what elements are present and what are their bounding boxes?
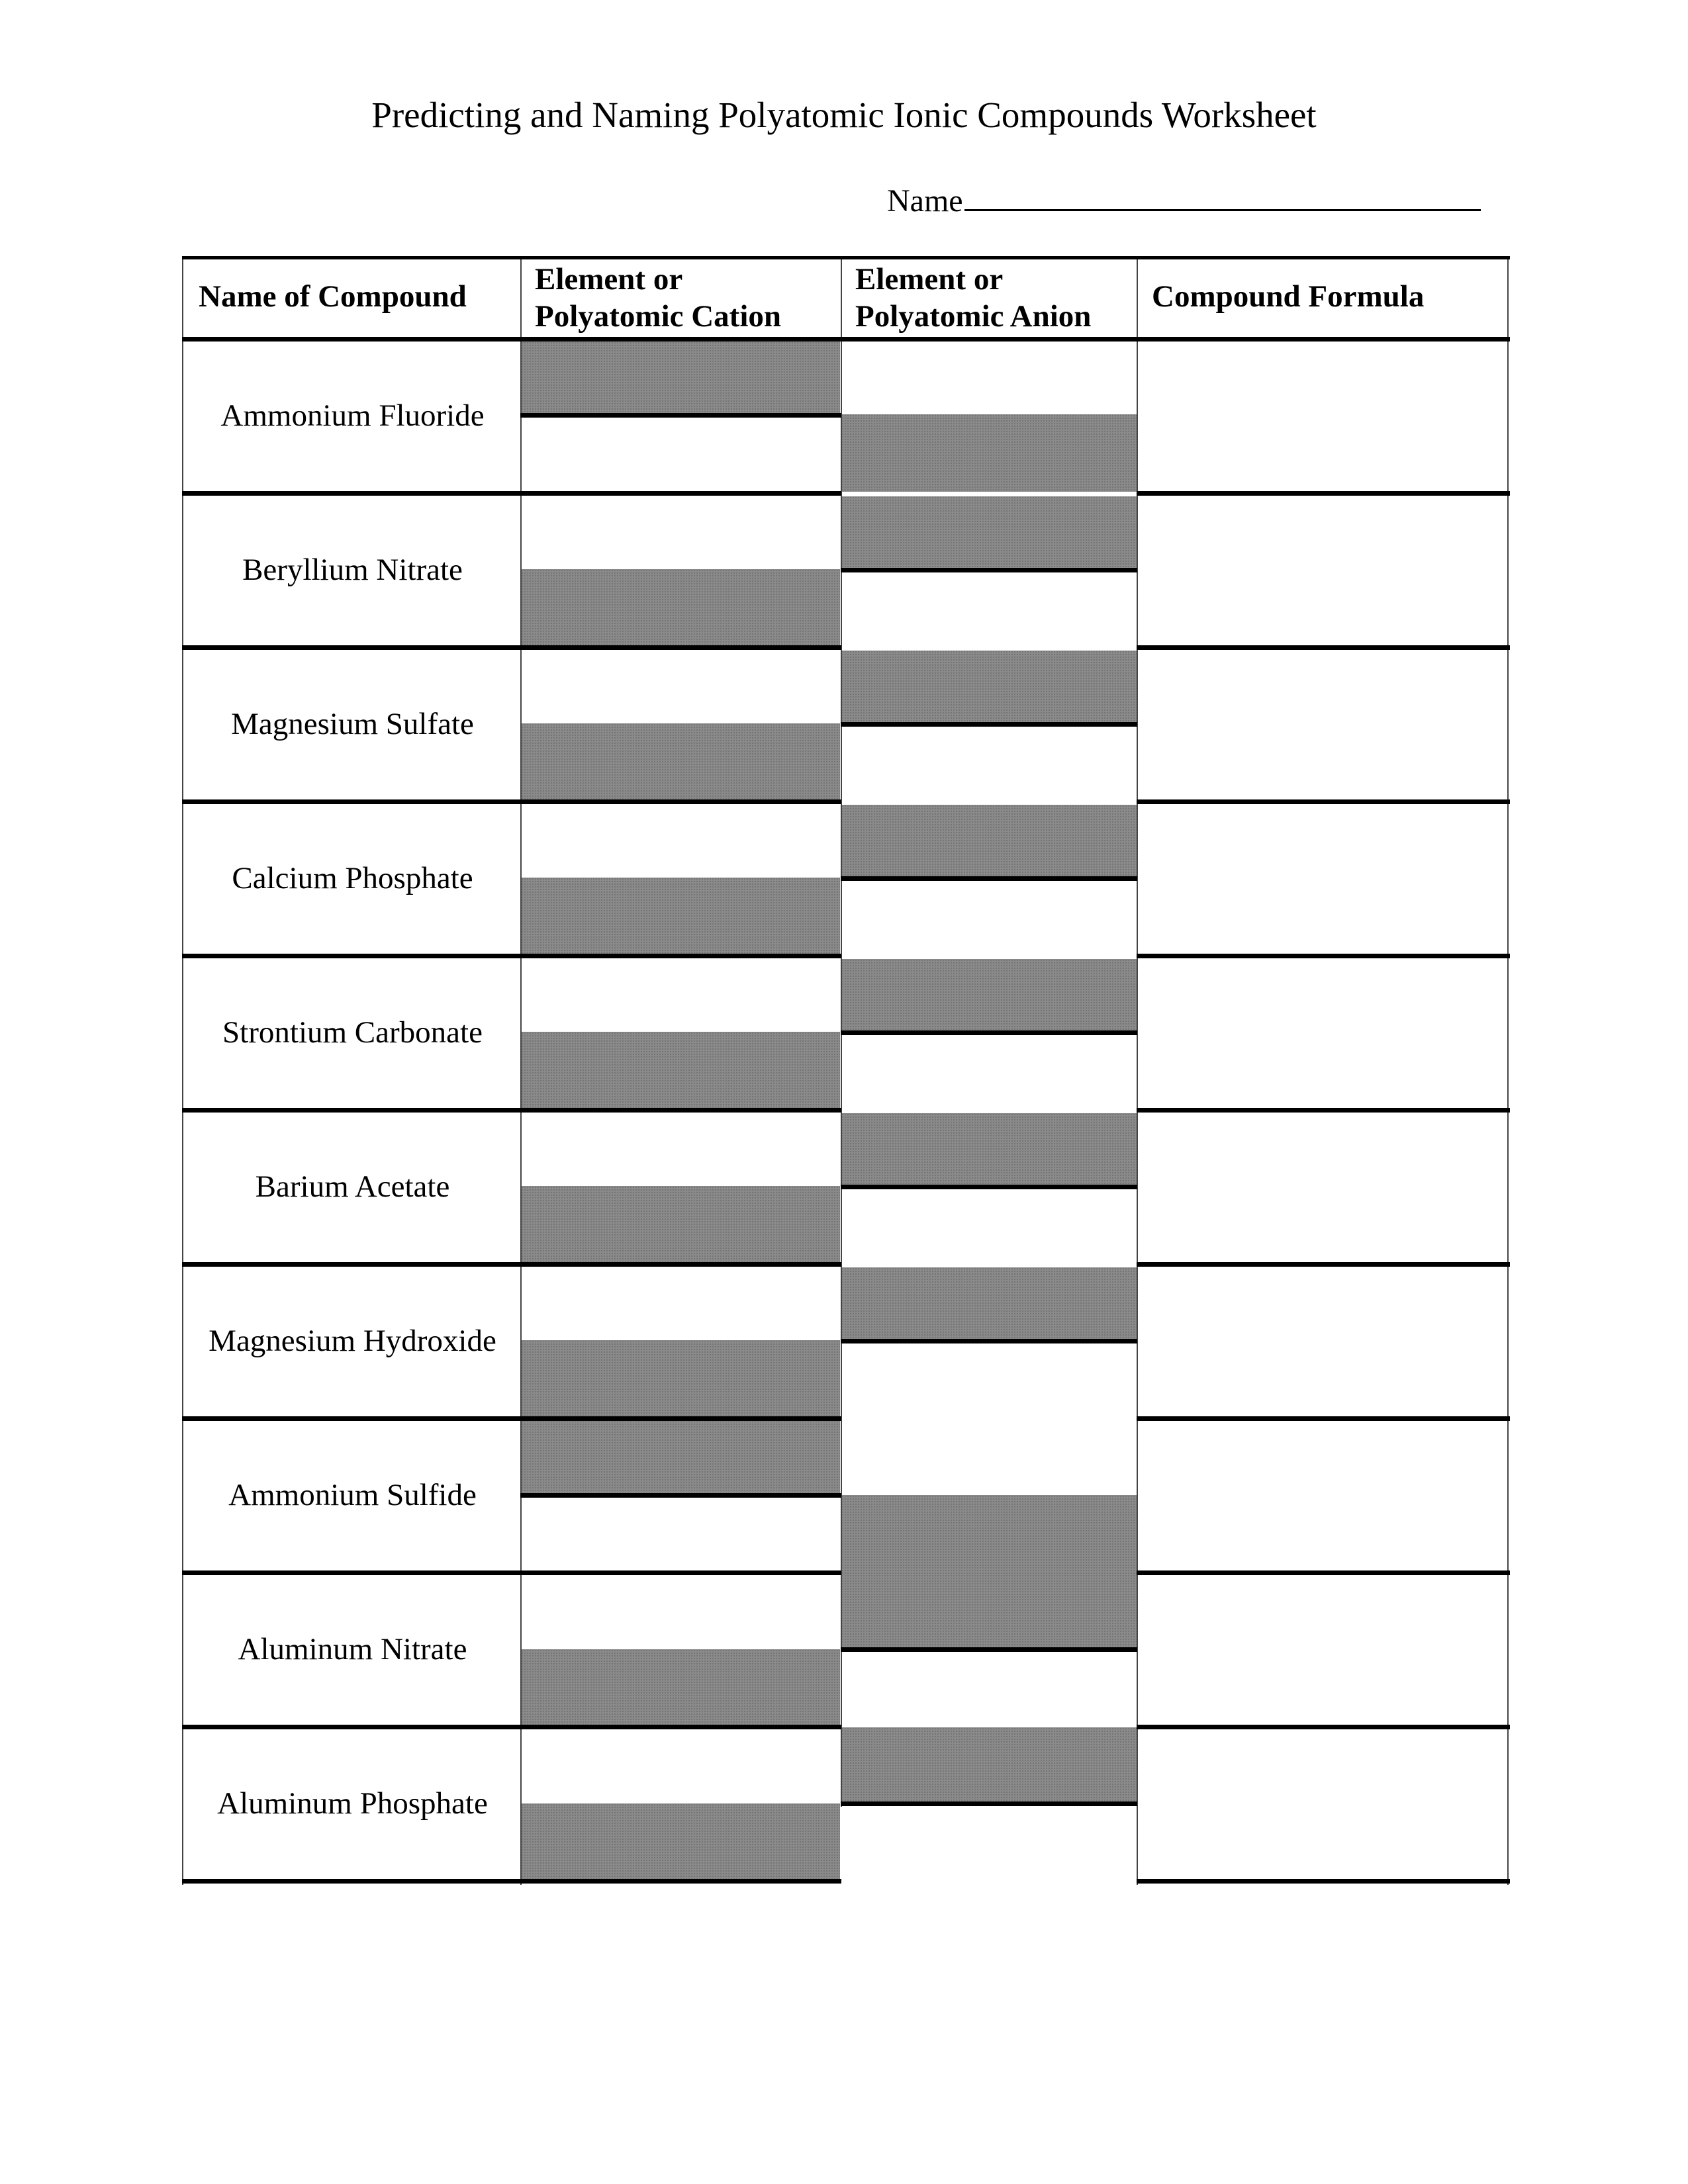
cation-line: [520, 1416, 841, 1421]
anion-line: [841, 1339, 1137, 1343]
header-name-of-compound: Name of Compound: [199, 279, 467, 314]
row-line-formula: [1137, 1416, 1510, 1421]
row-line-formula: [1137, 1879, 1510, 1884]
header-anion: [855, 261, 1091, 335]
cation-shade-9: [521, 1649, 840, 1726]
anion-line: [841, 1801, 1137, 1806]
row-line-name: [182, 1108, 520, 1113]
row-line-name: [182, 1262, 520, 1267]
cation-line: [520, 1493, 841, 1498]
cation-shade-6: [521, 1186, 840, 1263]
row-line-formula: [1137, 1725, 1510, 1729]
table-border-left: [182, 257, 183, 1885]
compound-name: Magnesium Hydroxide: [209, 1324, 496, 1358]
anion-line: [841, 1030, 1137, 1035]
anion-shade-4: [841, 805, 1137, 878]
cation-line: [520, 413, 841, 418]
cation-line: [520, 799, 841, 804]
row-line-name: [182, 1725, 520, 1729]
cation-shade-8: [521, 1420, 840, 1495]
row-line-formula: [1137, 954, 1510, 958]
cation-shade-7: [521, 1340, 840, 1417]
row-line-formula: [1137, 799, 1510, 804]
row-line-formula: [1137, 1262, 1510, 1267]
row-line-name: [182, 491, 520, 496]
cation-shade-2: [521, 569, 840, 646]
compound-name: Beryllium Nitrate: [242, 553, 463, 587]
cation-line: [520, 1725, 841, 1729]
row-line-formula: [1137, 1570, 1510, 1575]
table-top-border: [182, 256, 1510, 259]
cation-shade-10: [521, 1803, 840, 1882]
header-bottom-border: [182, 337, 1510, 341]
row-line-name: [182, 954, 520, 958]
row-line-name: [182, 1416, 520, 1421]
row-line-formula: [1137, 645, 1510, 650]
anion-shade-2: [841, 496, 1137, 569]
anion-shade-5: [841, 959, 1137, 1032]
compound-name: Ammonium Sulfide: [228, 1478, 477, 1512]
anion-shade-8: [841, 1495, 1137, 1649]
header-cation-line2: Polyatomic Cation: [535, 299, 782, 334]
worksheet-title: Predicting and Naming Polyatomic Ionic Compounds Worksheet: [371, 95, 1317, 135]
header-compound-formula: Compound Formula: [1152, 279, 1425, 314]
cation-shade-3: [521, 723, 840, 800]
name-label: Name: [887, 183, 963, 218]
cation-line: [520, 954, 841, 958]
anion-line: [841, 722, 1137, 727]
cation-line: [520, 1108, 841, 1113]
column-divider-cation: [520, 257, 522, 1885]
anion-line: [841, 876, 1137, 881]
cation-line: [520, 645, 841, 650]
table-border-right: [1507, 257, 1509, 1885]
row-line-formula: [1137, 1108, 1510, 1113]
cation-shade-4: [521, 878, 840, 954]
cation-line: [520, 491, 841, 496]
header-anion-line1: Element or: [855, 262, 1004, 296]
column-divider-anion: [841, 257, 842, 341]
row-line-formula: [1137, 491, 1510, 496]
anion-shade-1: [841, 414, 1137, 492]
anion-line: [841, 1647, 1137, 1652]
cation-shade-5: [521, 1032, 840, 1109]
cation-line: [520, 1262, 841, 1267]
cation-line: [520, 1570, 841, 1575]
header-cation-line1: Element or: [535, 262, 683, 296]
row-line-name: [182, 799, 520, 804]
compound-name: Calcium Phosphate: [232, 861, 473, 895]
compound-name: Magnesium Sulfate: [231, 707, 474, 741]
anion-line: [841, 1185, 1137, 1189]
column-divider-formula: [1137, 257, 1138, 1885]
anion-shade-3: [841, 651, 1137, 723]
compound-name: Strontium Carbonate: [222, 1015, 483, 1050]
compound-name: Aluminum Phosphate: [217, 1786, 488, 1821]
compound-name: Ammonium Fluoride: [220, 398, 485, 433]
anion-shade-9: [841, 1727, 1137, 1804]
anion-shade-7: [841, 1267, 1137, 1340]
compound-name: Barium Acetate: [255, 1169, 450, 1204]
row-line-name: [182, 645, 520, 650]
header-anion-line2: Polyatomic Anion: [855, 299, 1092, 334]
column-divider-anion-body: [841, 341, 842, 1807]
header-cation: [535, 261, 781, 335]
row-line-name: [182, 1570, 520, 1575]
anion-shade-6: [841, 1113, 1137, 1186]
table-bottom-border: [182, 1879, 841, 1884]
compound-name: Aluminum Nitrate: [238, 1632, 467, 1666]
anion-line: [841, 568, 1137, 572]
cation-shade-1: [521, 341, 840, 414]
